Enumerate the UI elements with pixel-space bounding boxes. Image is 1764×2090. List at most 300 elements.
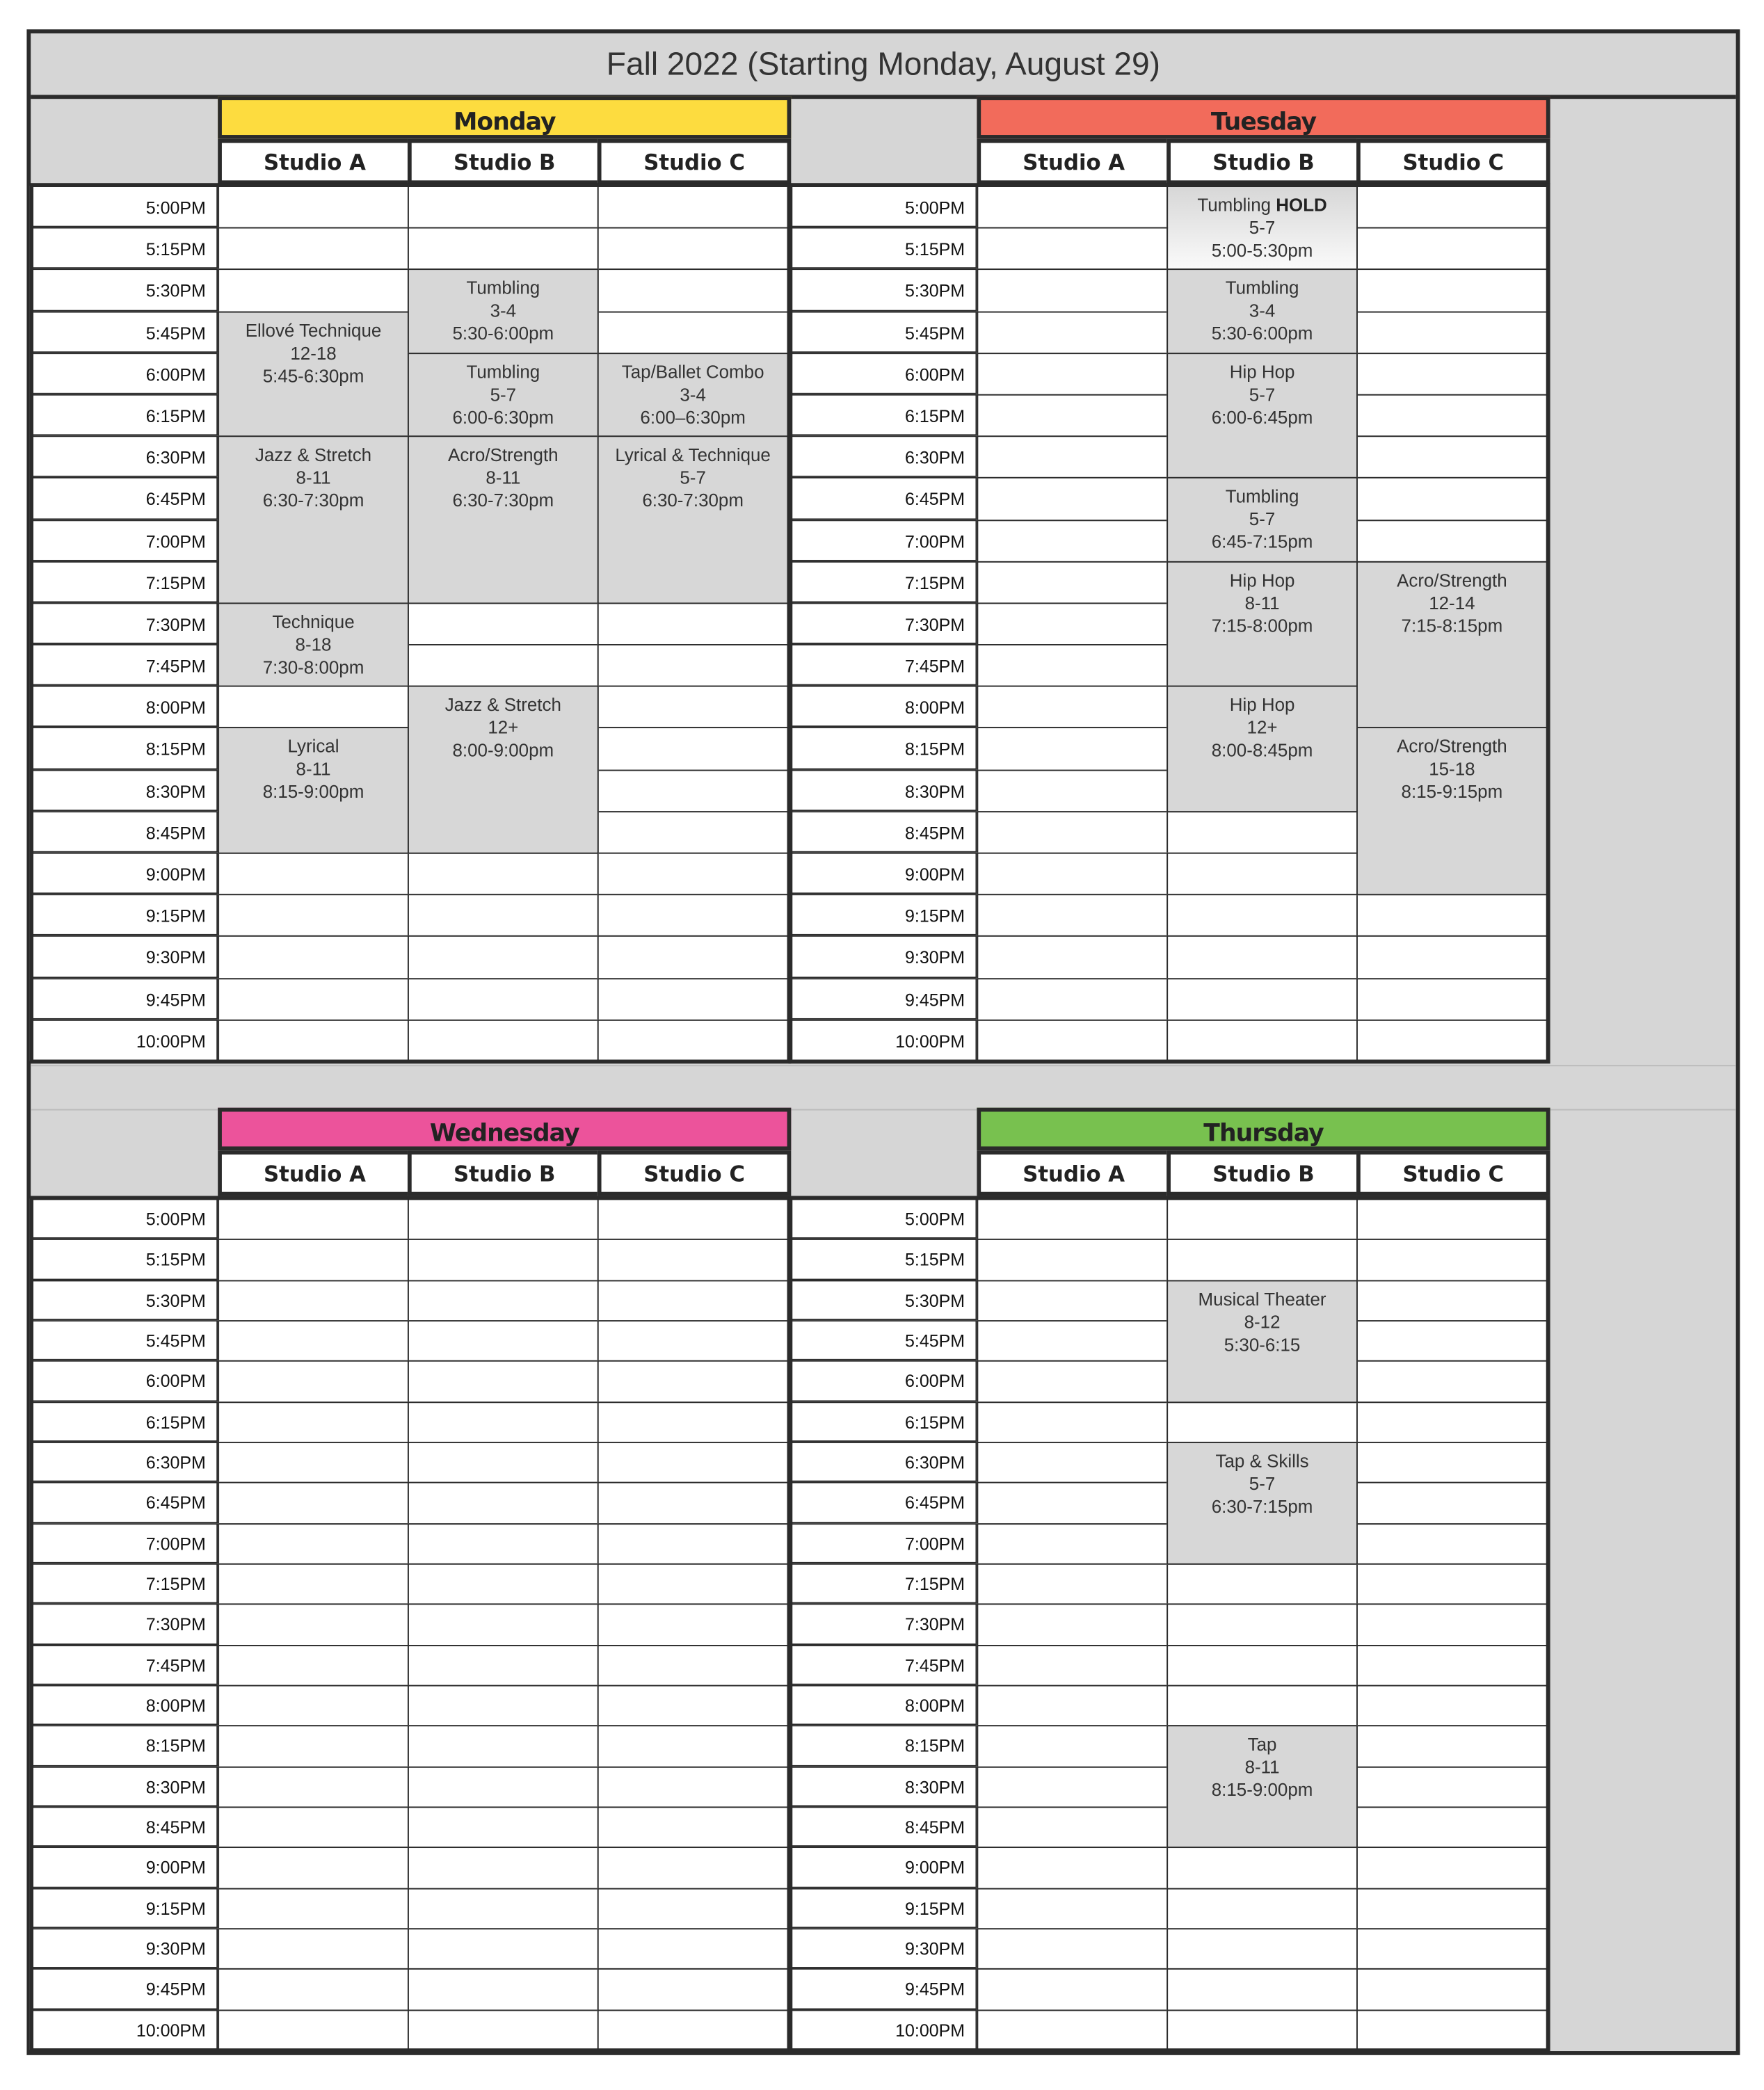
schedule-cell[interactable]	[1356, 1888, 1548, 1929]
schedule-cell[interactable]	[408, 1019, 599, 1062]
class-block[interactable]	[1166, 269, 1358, 354]
class-time: 8:00-8:45pm	[1211, 740, 1313, 761]
schedule-cell[interactable]	[408, 1969, 599, 2011]
day-header: Monday	[218, 96, 791, 138]
schedule-cell[interactable]	[408, 1482, 599, 1524]
schedule-cell[interactable]	[598, 1482, 789, 1524]
studio-header: Studio C	[598, 1150, 792, 1196]
schedule-cell[interactable]	[1356, 1928, 1548, 1970]
time-label: 8:15PM	[29, 728, 218, 769]
schedule-cell[interactable]	[218, 1726, 409, 1767]
schedule-cell[interactable]	[1356, 477, 1548, 520]
schedule-cell[interactable]	[218, 1198, 409, 1240]
schedule-cell[interactable]	[1166, 1685, 1358, 1727]
class-ages: 3-4	[1249, 300, 1276, 321]
schedule-cell[interactable]	[218, 1320, 409, 1362]
schedule-cell[interactable]	[977, 1644, 1168, 1686]
class-block[interactable]	[218, 602, 409, 687]
schedule-cell[interactable]	[408, 1806, 599, 1848]
schedule-cell[interactable]	[598, 1847, 789, 1889]
schedule-cell[interactable]	[977, 1685, 1168, 1727]
schedule-cell[interactable]	[977, 1888, 1168, 1929]
schedule-cell[interactable]	[218, 227, 409, 271]
schedule-cell[interactable]	[218, 1766, 409, 1808]
class-title	[1168, 694, 1356, 717]
schedule-cell[interactable]	[408, 1239, 599, 1281]
schedule-cell[interactable]	[977, 686, 1168, 729]
schedule-cell[interactable]	[1166, 811, 1358, 854]
schedule-cell[interactable]	[598, 1806, 789, 1848]
schedule-cell[interactable]	[598, 1360, 789, 1402]
schedule-cell[interactable]	[408, 1401, 599, 1443]
schedule-cell[interactable]	[977, 936, 1168, 979]
schedule-cell[interactable]	[1356, 1685, 1548, 1727]
time-label: 5:30PM	[789, 1280, 977, 1320]
time-label: 7:00PM	[789, 1523, 977, 1564]
schedule-cell[interactable]	[218, 936, 409, 979]
time-label: 6:15PM	[789, 394, 977, 436]
schedule-cell[interactable]	[977, 769, 1168, 812]
class-name: Ellové Technique	[245, 320, 382, 341]
class-time: 6:00-6:45pm	[1211, 407, 1313, 428]
class-time: 8:15-9:00pm	[262, 782, 364, 803]
schedule-cell[interactable]	[218, 2009, 409, 2051]
class-block[interactable]	[1166, 477, 1358, 562]
schedule-cell[interactable]	[598, 769, 789, 812]
time-label: 8:30PM	[29, 769, 218, 811]
day-header: Thursday	[977, 1108, 1550, 1150]
schedule-cell[interactable]	[1166, 1888, 1358, 1929]
schedule-cell[interactable]	[977, 269, 1168, 312]
schedule-cell[interactable]	[598, 1198, 789, 1240]
class-time: 7:30-8:00pm	[262, 657, 364, 677]
schedule-cell[interactable]	[1356, 1280, 1548, 1321]
time-label: 9:45PM	[29, 1969, 218, 2009]
day-header: Tuesday	[977, 96, 1550, 138]
schedule-cell[interactable]	[977, 311, 1168, 354]
schedule-cell[interactable]	[1356, 1523, 1548, 1565]
schedule-cell[interactable]	[1356, 1806, 1548, 1848]
schedule-cell[interactable]	[408, 227, 599, 271]
schedule-cell[interactable]	[977, 1726, 1168, 1767]
time-label: 6:45PM	[29, 1482, 218, 1522]
studio-header: Studio A	[977, 139, 1171, 184]
time-label: 8:00PM	[789, 1685, 977, 1726]
schedule-cell[interactable]	[408, 1320, 599, 1362]
studio-header: Studio C	[598, 139, 792, 184]
time-label: 6:15PM	[29, 1401, 218, 1442]
class-name: Tap/Ballet Combo	[621, 362, 764, 382]
schedule-cell[interactable]	[408, 853, 599, 896]
schedule-cell[interactable]	[598, 1685, 789, 1727]
schedule-cell[interactable]	[598, 1564, 789, 1605]
time-label: 5:15PM	[29, 1239, 218, 1280]
time-label: 10:00PM	[789, 2009, 977, 2050]
class-ages: 5-7	[1249, 509, 1276, 530]
schedule-cell[interactable]	[598, 1766, 789, 1808]
class-block[interactable]	[1166, 1442, 1358, 1565]
schedule-cell[interactable]	[1166, 1019, 1358, 1062]
schedule-cell[interactable]	[977, 1806, 1168, 1848]
schedule-cell[interactable]	[218, 978, 409, 1021]
schedule-cell[interactable]	[1166, 1847, 1358, 1889]
schedule-cell[interactable]	[1356, 1401, 1548, 1443]
schedule-cell[interactable]	[1356, 186, 1548, 229]
schedule-cell[interactable]	[598, 186, 789, 229]
class-title	[219, 319, 408, 341]
schedule-cell[interactable]	[598, 1969, 789, 2011]
schedule-cell[interactable]	[598, 1442, 789, 1484]
time-label: 5:00PM	[789, 186, 977, 227]
schedule-cell[interactable]	[218, 1360, 409, 1402]
schedule-cell[interactable]	[598, 728, 789, 771]
schedule-cell[interactable]	[1356, 1766, 1548, 1808]
schedule-cell[interactable]	[1166, 1644, 1358, 1686]
schedule-cell[interactable]	[977, 728, 1168, 771]
schedule-cell[interactable]	[218, 1280, 409, 1321]
class-ages: 8-11	[296, 759, 331, 780]
schedule-cell[interactable]	[977, 1564, 1168, 1605]
schedule-cell[interactable]	[1356, 227, 1548, 271]
schedule-cell[interactable]	[598, 936, 789, 979]
class-name: Tumbling	[466, 362, 540, 382]
time-label: 9:45PM	[789, 978, 977, 1020]
schedule-cell[interactable]	[977, 353, 1168, 396]
class-name: Tumbling	[1197, 195, 1272, 216]
day-header: Wednesday	[218, 1108, 791, 1150]
schedule-cell[interactable]	[977, 1401, 1168, 1443]
schedule-cell[interactable]	[408, 2009, 599, 2051]
class-block[interactable]	[408, 269, 599, 354]
schedule-cell[interactable]	[218, 1806, 409, 1848]
schedule-cell[interactable]	[977, 1482, 1168, 1524]
schedule-cell[interactable]	[977, 1280, 1168, 1321]
class-time: 6:30-7:30pm	[642, 490, 744, 511]
schedule-cell[interactable]	[1166, 936, 1358, 979]
studio-header: Studio C	[1356, 139, 1550, 184]
time-label: 9:00PM	[789, 853, 977, 894]
time-label: 8:45PM	[29, 811, 218, 853]
schedule-cell[interactable]	[977, 436, 1168, 479]
schedule-cell[interactable]	[598, 1604, 789, 1646]
schedule-cell[interactable]	[408, 1928, 599, 1970]
class-ages: 12+	[488, 718, 519, 739]
schedule-cell[interactable]	[408, 1523, 599, 1565]
schedule-cell[interactable]	[408, 894, 599, 938]
schedule-cell[interactable]	[598, 1320, 789, 1362]
class-name: Tap	[1247, 1735, 1277, 1755]
schedule-cell[interactable]	[1356, 1564, 1548, 1605]
schedule-cell[interactable]	[977, 394, 1168, 437]
class-block[interactable]	[218, 311, 409, 437]
schedule-cell[interactable]	[598, 1019, 789, 1062]
schedule-cell[interactable]	[977, 978, 1168, 1021]
schedule-cell[interactable]	[1356, 1604, 1548, 1646]
schedule-cell[interactable]	[1356, 1644, 1548, 1686]
schedule-cell[interactable]	[1356, 353, 1548, 396]
schedule-cell[interactable]	[408, 1766, 599, 1808]
schedule-cell[interactable]	[598, 1726, 789, 1767]
schedule-cell[interactable]	[1356, 1239, 1548, 1281]
time-label: 7:15PM	[789, 561, 977, 602]
schedule-cell[interactable]	[598, 1523, 789, 1565]
schedule-cell[interactable]	[598, 1928, 789, 1970]
time-label: 5:45PM	[29, 1320, 218, 1360]
schedule-cell[interactable]	[1166, 1564, 1358, 1605]
schedule-cell[interactable]	[1356, 394, 1548, 437]
schedule-cell[interactable]	[408, 978, 599, 1021]
class-block[interactable]	[1166, 353, 1358, 479]
schedule-cell[interactable]	[598, 686, 789, 729]
time-label: 6:00PM	[789, 353, 977, 394]
time-label: 5:45PM	[29, 311, 218, 353]
schedule-cell[interactable]	[1166, 2009, 1358, 2051]
schedule-cell[interactable]	[1166, 1969, 1358, 2011]
schedule-title: Fall 2022 (Starting Monday, August 29)	[31, 33, 1735, 99]
schedule-cell[interactable]	[408, 1644, 599, 1686]
schedule-cell[interactable]	[218, 1239, 409, 1281]
schedule-cell[interactable]	[408, 602, 599, 645]
schedule-cell[interactable]	[598, 853, 789, 896]
schedule-cell[interactable]	[598, 644, 789, 687]
schedule-cell[interactable]	[1356, 978, 1548, 1021]
schedule-cell[interactable]	[977, 894, 1168, 938]
class-name: Acro/Strength	[1397, 570, 1507, 590]
schedule-cell[interactable]	[1356, 1320, 1548, 1362]
class-title	[409, 277, 598, 300]
time-label: 10:00PM	[29, 2009, 218, 2050]
schedule-cell[interactable]	[598, 978, 789, 1021]
schedule-cell[interactable]	[1356, 1726, 1548, 1767]
schedule-cell[interactable]	[1166, 894, 1358, 938]
schedule-cell[interactable]	[1356, 311, 1548, 354]
schedule-cell[interactable]	[977, 1523, 1168, 1565]
schedule-cell[interactable]	[408, 1564, 599, 1605]
class-block[interactable]	[218, 728, 409, 854]
class-block[interactable]	[1166, 1726, 1358, 1849]
schedule-cell[interactable]	[1166, 1604, 1358, 1646]
class-block[interactable]	[408, 353, 599, 437]
schedule-cell[interactable]	[598, 602, 789, 645]
schedule-cell[interactable]	[408, 186, 599, 229]
schedule-cell[interactable]	[1356, 1198, 1548, 1240]
schedule-cell[interactable]	[1356, 1442, 1548, 1484]
schedule-cell[interactable]	[408, 1847, 599, 1889]
schedule-cell[interactable]	[218, 1969, 409, 2011]
schedule-cell[interactable]	[1356, 936, 1548, 979]
schedule-cell[interactable]	[408, 1198, 599, 1240]
class-block[interactable]	[218, 436, 409, 604]
class-time: 6:30-7:15pm	[1211, 1496, 1313, 1517]
schedule-cell[interactable]	[408, 1685, 599, 1727]
class-name: Tumbling	[1225, 486, 1299, 507]
schedule-cell[interactable]	[977, 1969, 1168, 2011]
schedule-cell[interactable]	[408, 1604, 599, 1646]
time-label: 6:30PM	[29, 1442, 218, 1482]
schedule-cell[interactable]	[977, 1198, 1168, 1240]
class-block[interactable]	[598, 436, 789, 604]
schedule-cell[interactable]	[598, 811, 789, 854]
schedule-cell[interactable]	[218, 1847, 409, 1889]
class-name: Acro/Strength	[1397, 737, 1507, 757]
schedule-cell[interactable]	[408, 1888, 599, 1929]
schedule-cell[interactable]	[977, 602, 1168, 645]
class-title	[219, 611, 408, 634]
schedule-cell[interactable]	[1356, 436, 1548, 479]
schedule-cell[interactable]	[977, 561, 1168, 604]
time-label: 6:00PM	[29, 353, 218, 394]
schedule-cell[interactable]	[977, 1239, 1168, 1281]
schedule-cell[interactable]	[977, 811, 1168, 854]
schedule-cell[interactable]	[1356, 269, 1548, 312]
schedule-cell[interactable]	[977, 644, 1168, 687]
class-ages: 8-11	[486, 467, 521, 488]
schedule-cell[interactable]	[1166, 853, 1358, 896]
schedule-cell[interactable]	[977, 1928, 1168, 1970]
time-label: 7:00PM	[789, 519, 977, 561]
schedule-cell[interactable]	[1356, 2009, 1548, 2051]
schedule-cell[interactable]	[218, 686, 409, 729]
schedule-cell[interactable]	[1166, 1928, 1358, 1970]
class-name: Tumbling	[1225, 278, 1299, 299]
class-block[interactable]	[1166, 1280, 1358, 1403]
schedule-cell[interactable]	[977, 519, 1168, 562]
class-ages: 5-7	[1249, 384, 1276, 405]
class-block[interactable]	[1166, 186, 1358, 271]
schedule-cell[interactable]	[218, 1604, 409, 1646]
class-block[interactable]	[1356, 561, 1548, 729]
schedule-cell[interactable]	[598, 1280, 789, 1321]
studio-header: Studio A	[218, 1150, 412, 1196]
class-title	[409, 444, 598, 467]
schedule-cell[interactable]	[977, 1019, 1168, 1062]
class-time: 6:30-7:30pm	[262, 490, 364, 511]
class-title	[1358, 569, 1546, 592]
schedule-cell[interactable]	[977, 477, 1168, 520]
schedule-cell[interactable]	[218, 269, 409, 312]
schedule-cell[interactable]	[977, 1604, 1168, 1646]
schedule-cell[interactable]	[598, 1888, 789, 1929]
schedule-cell[interactable]	[408, 644, 599, 687]
time-label: 5:15PM	[789, 1239, 977, 1280]
schedule-cell[interactable]	[218, 1019, 409, 1062]
schedule-cell[interactable]	[977, 1320, 1168, 1362]
class-name: Jazz & Stretch	[255, 445, 372, 465]
schedule-cell[interactable]	[1356, 1019, 1548, 1062]
time-label: 5:00PM	[29, 1198, 218, 1239]
class-block[interactable]	[408, 686, 599, 854]
schedule-cell[interactable]	[1166, 1239, 1358, 1281]
schedule-cell[interactable]	[1356, 894, 1548, 938]
schedule-cell[interactable]	[218, 1888, 409, 1929]
schedule-cell[interactable]	[1166, 978, 1358, 1021]
class-block[interactable]	[408, 436, 599, 604]
schedule-cell[interactable]	[977, 227, 1168, 271]
schedule-cell[interactable]	[218, 1928, 409, 1970]
time-label: 9:15PM	[789, 1888, 977, 1928]
time-label: 7:30PM	[789, 602, 977, 644]
schedule-cell[interactable]	[977, 1847, 1168, 1889]
schedule-cell[interactable]	[598, 269, 789, 312]
class-ages: 3-4	[680, 384, 706, 405]
class-name: Lyrical	[287, 737, 339, 757]
schedule-cell[interactable]	[598, 227, 789, 271]
schedule-cell[interactable]	[408, 1280, 599, 1321]
time-label: 5:15PM	[29, 227, 218, 269]
schedule-cell[interactable]	[408, 1442, 599, 1484]
schedule-cell[interactable]	[218, 186, 409, 229]
schedule-cell[interactable]	[598, 1644, 789, 1686]
time-label: 8:15PM	[789, 728, 977, 769]
schedule-cell[interactable]	[977, 186, 1168, 229]
class-ages: 15-18	[1429, 759, 1475, 780]
schedule-cell[interactable]	[977, 2009, 1168, 2051]
schedule-cell[interactable]	[1356, 1482, 1548, 1524]
schedule-cell[interactable]	[218, 894, 409, 938]
schedule-cell[interactable]	[1356, 1847, 1548, 1889]
time-label: 5:45PM	[789, 1320, 977, 1360]
time-label: 6:00PM	[29, 1360, 218, 1401]
time-label: 9:15PM	[29, 1888, 218, 1928]
class-title	[1168, 485, 1356, 508]
class-time: 5:30-6:15	[1224, 1334, 1301, 1355]
studio-header: Studio B	[1166, 1150, 1361, 1196]
schedule-cell[interactable]	[218, 1482, 409, 1524]
schedule-cell[interactable]	[1356, 1360, 1548, 1402]
schedule-cell[interactable]	[598, 894, 789, 938]
schedule-cell[interactable]	[598, 1401, 789, 1443]
class-ages: 5-7	[1249, 1474, 1276, 1494]
schedule-cell[interactable]	[218, 1564, 409, 1605]
schedule-cell[interactable]	[218, 1442, 409, 1484]
schedule-cell[interactable]	[218, 1685, 409, 1727]
time-label: 7:45PM	[789, 644, 977, 686]
class-ages: 5-7	[490, 384, 517, 405]
schedule-cell[interactable]	[1166, 1401, 1358, 1443]
schedule-cell[interactable]	[1166, 1198, 1358, 1240]
schedule-cell[interactable]	[977, 1442, 1168, 1484]
time-label: 6:15PM	[29, 394, 218, 436]
schedule-cell[interactable]	[408, 1360, 599, 1402]
class-block[interactable]	[598, 353, 789, 437]
schedule-cell[interactable]	[598, 1239, 789, 1281]
time-label: 8:45PM	[789, 811, 977, 853]
class-block[interactable]	[1166, 561, 1358, 687]
schedule-cell[interactable]	[1356, 519, 1548, 562]
schedule-cell[interactable]	[977, 1360, 1168, 1402]
schedule-cell[interactable]	[408, 1726, 599, 1767]
schedule-cell[interactable]	[1356, 1969, 1548, 2011]
time-label: 8:30PM	[789, 1766, 977, 1806]
time-label: 5:30PM	[29, 269, 218, 311]
time-label: 6:45PM	[789, 1482, 977, 1522]
class-block[interactable]	[1166, 686, 1358, 812]
schedule-cell[interactable]	[977, 853, 1168, 896]
time-label: 9:30PM	[789, 1928, 977, 1968]
class-time: 6:00–6:30pm	[640, 407, 746, 428]
schedule-cell[interactable]	[218, 1401, 409, 1443]
schedule-cell[interactable]	[408, 936, 599, 979]
schedule-cell[interactable]	[598, 311, 789, 354]
class-name: Hip Hop	[1229, 695, 1295, 716]
schedule-cell[interactable]	[218, 853, 409, 896]
class-title	[1168, 1450, 1356, 1473]
schedule-cell[interactable]	[598, 2009, 789, 2051]
class-block[interactable]	[1356, 728, 1548, 896]
schedule-cell[interactable]	[218, 1644, 409, 1686]
schedule-cell[interactable]	[218, 1523, 409, 1565]
schedule-cell[interactable]	[977, 1766, 1168, 1808]
